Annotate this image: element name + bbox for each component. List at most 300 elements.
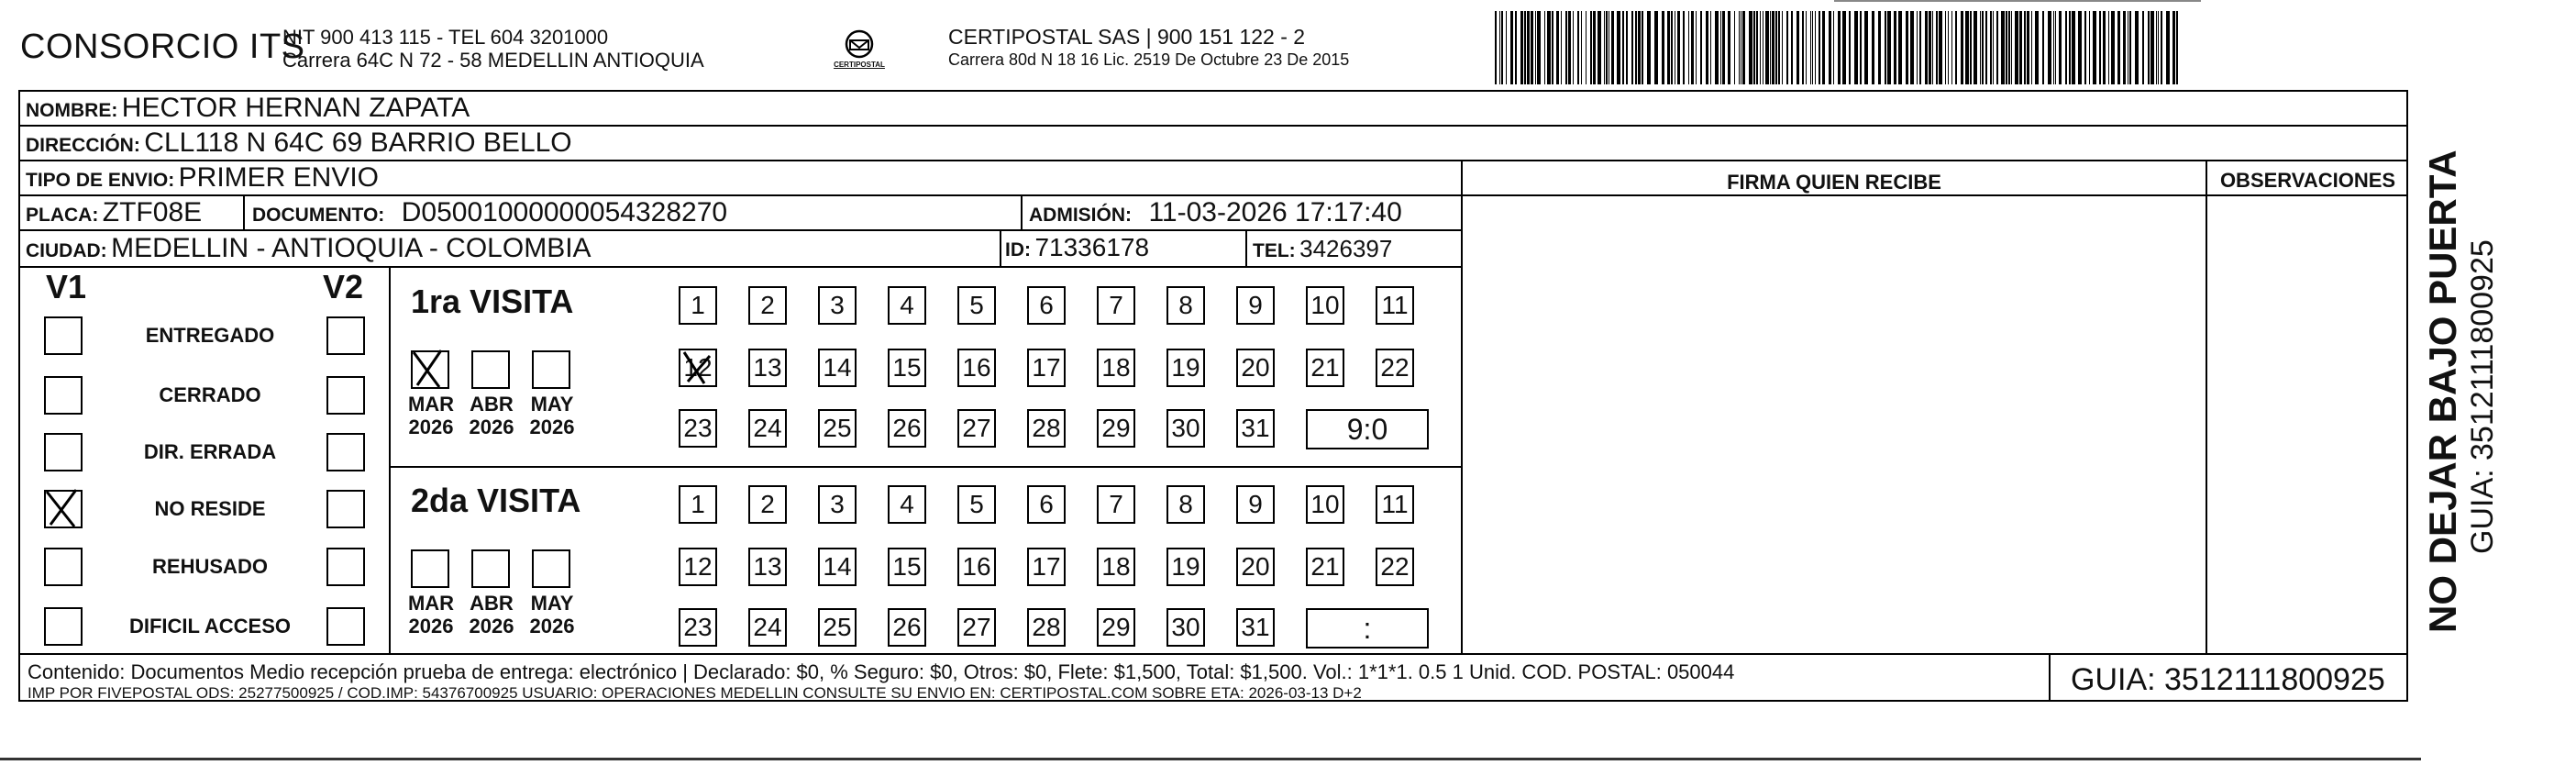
day-box-4[interactable]: 4 <box>888 485 926 524</box>
checkmark-icon <box>41 484 85 534</box>
time-box[interactable]: 9:0 <box>1306 409 1429 449</box>
visit-title: 1ra VISITA <box>411 283 574 320</box>
barcode-bar <box>1864 11 1868 84</box>
barcode-bar <box>1683 11 1685 84</box>
day-box-12[interactable]: 12 <box>679 349 717 387</box>
barcode-bar <box>1985 11 1987 84</box>
barcode-bar <box>2059 11 2062 84</box>
v2-checkbox-4[interactable] <box>326 548 365 586</box>
day-box-28[interactable]: 28 <box>1027 409 1066 448</box>
admision-value: 11-03-2026 17:17:40 <box>1148 197 1402 227</box>
barcode-bar <box>2135 11 2139 84</box>
day-box-3[interactable]: 3 <box>818 286 857 325</box>
barcode-bar <box>2176 11 2178 84</box>
month-checkbox-abr[interactable] <box>471 549 510 588</box>
day-box-2[interactable]: 2 <box>748 286 787 325</box>
day-box-7[interactable]: 7 <box>1097 286 1135 325</box>
month-checkbox-abr[interactable] <box>471 350 510 389</box>
nombre-row <box>26 93 470 124</box>
barcode-bar <box>1647 11 1651 84</box>
admision-cell <box>1029 197 1402 228</box>
barcode-bar <box>1833 11 1834 84</box>
barcode-bar <box>1945 11 1946 84</box>
day-box-20[interactable]: 20 <box>1236 548 1275 586</box>
row-divider <box>18 160 2408 161</box>
barcode-bar <box>2084 11 2086 84</box>
col-divider <box>389 266 391 653</box>
day-box-8[interactable]: 8 <box>1166 485 1205 524</box>
row-divider <box>18 125 2408 127</box>
month-label <box>404 592 459 638</box>
barcode-bar <box>1715 11 1719 84</box>
barcode-bar <box>1593 11 1596 84</box>
barcode-bar <box>2078 11 2082 84</box>
barcode-bar <box>2048 11 2051 84</box>
certipostal-name: CERTIPOSTAL SAS | 900 151 122 - 2 <box>948 25 1306 49</box>
day-box-2[interactable]: 2 <box>748 485 787 524</box>
barcode-bar <box>1765 11 1769 84</box>
ciudad-value: MEDELLIN - ANTIOQUIA - COLOMBIA <box>111 233 591 263</box>
barcode-bar <box>1929 11 1931 84</box>
barcode-bar <box>2093 11 2096 84</box>
v2-checkbox-1[interactable] <box>326 376 365 415</box>
barcode-bar <box>1849 11 1851 84</box>
barcode-bar <box>2108 11 2109 84</box>
barcode-bar <box>1638 11 1641 84</box>
day-box-6[interactable]: 6 <box>1027 485 1066 524</box>
day-box-26[interactable]: 26 <box>888 608 926 647</box>
tipo-envio-value: PRIMER ENVIO <box>178 162 380 193</box>
barcode-bar <box>1720 11 1721 84</box>
barcode-bar <box>1898 11 1902 84</box>
documento-label: DOCUMENTO: <box>252 205 385 226</box>
barcode-bar <box>2172 11 2175 84</box>
day-box-16[interactable]: 16 <box>957 548 996 586</box>
barcode-bar <box>1819 11 1820 84</box>
month-checkbox-mar[interactable] <box>411 350 449 389</box>
v2-checkbox-2[interactable] <box>326 433 365 471</box>
day-box-13[interactable]: 13 <box>748 349 787 387</box>
barcode-bar <box>1568 11 1571 84</box>
visit-divider <box>389 466 1462 468</box>
barcode-bar <box>1642 11 1643 84</box>
day-box-17[interactable]: 17 <box>1027 548 1066 586</box>
barcode-bar <box>1786 11 1788 84</box>
status-label: REHUSADO <box>152 555 268 578</box>
placa-cell <box>26 197 202 228</box>
barcode-bar <box>1501 11 1503 84</box>
barcode-bar <box>1925 11 1928 84</box>
month-year: 2026 <box>408 615 454 638</box>
barcode-bar <box>1611 11 1614 84</box>
tipo-envio-label: TIPO DE ENVIO: <box>26 170 175 191</box>
barcode-bar <box>1561 11 1562 84</box>
v2-checkbox-3[interactable] <box>326 490 365 528</box>
tel-value: 3426397 <box>1299 235 1393 262</box>
day-box-16[interactable]: 16 <box>957 349 996 387</box>
v1-checkbox-2[interactable] <box>44 433 83 471</box>
day-box-24[interactable]: 24 <box>748 409 787 448</box>
day-box-9[interactable]: 9 <box>1236 286 1275 325</box>
day-box-6[interactable]: 6 <box>1027 286 1066 325</box>
barcode-bar <box>2024 11 2026 84</box>
barcode-bar <box>1688 11 1689 84</box>
barcode-bar <box>1742 11 1745 84</box>
day-box-14[interactable]: 14 <box>818 548 857 586</box>
barcode-bar <box>1815 11 1816 84</box>
bottom-edge-line <box>0 758 2421 760</box>
col-divider <box>2206 160 2207 653</box>
barcode-bar <box>1854 11 1858 84</box>
month-checkbox-may[interactable] <box>532 350 570 389</box>
barcode-bar <box>1581 11 1582 84</box>
barcode-bar <box>1565 11 1567 84</box>
barcode-bar <box>2129 11 2131 84</box>
barcode-bar <box>1961 11 1963 84</box>
certipostal-info <box>948 26 1349 72</box>
day-box-5[interactable]: 5 <box>957 286 996 325</box>
month-label <box>464 393 519 438</box>
barcode-bar <box>1802 11 1804 84</box>
day-box-28[interactable]: 28 <box>1027 608 1066 647</box>
day-box-1[interactable]: 1 <box>679 485 717 524</box>
direccion-value: CLL118 N 64C 69 BARRIO BELLO <box>144 128 572 158</box>
col-divider <box>1000 229 1001 266</box>
month-name: ABR <box>470 393 514 416</box>
v2-label: V2 <box>323 268 364 305</box>
day-box-14[interactable]: 14 <box>818 349 857 387</box>
tel-cell <box>1253 235 1392 263</box>
barcode-bar <box>1932 11 1933 84</box>
nombre-value: HECTOR HERNAN ZAPATA <box>121 93 470 123</box>
day-box-19[interactable]: 19 <box>1166 548 1205 586</box>
barcode-bar <box>2035 11 2039 84</box>
barcode-bar <box>2142 11 2144 84</box>
barcode-bar <box>1510 11 1513 84</box>
logo-text: CERTIPOSTAL <box>834 61 885 69</box>
day-box-25[interactable]: 25 <box>818 608 857 647</box>
id-value: 71336178 <box>1034 233 1150 261</box>
barcode-bar <box>1722 11 1725 84</box>
barcode-bar <box>2072 11 2075 84</box>
col-divider <box>243 194 245 229</box>
placa-label: PLACA: <box>26 205 99 226</box>
barcode-bar <box>2089 11 2090 84</box>
day-box-15[interactable]: 15 <box>888 548 926 586</box>
day-box-25[interactable]: 25 <box>818 409 857 448</box>
barcode-bar <box>1622 11 1624 84</box>
barcode-bar <box>2015 11 2018 84</box>
barcode-bar <box>2065 11 2067 84</box>
placa-value: ZTF08E <box>102 197 203 227</box>
barcode-bar <box>2055 11 2056 84</box>
barcode-bar <box>1626 11 1628 84</box>
day-box-31[interactable]: 31 <box>1236 409 1275 448</box>
status-label: NO RESIDE <box>154 497 266 520</box>
barcode-bar <box>1631 11 1633 84</box>
day-box-31[interactable]: 31 <box>1236 608 1275 647</box>
barcode-bar <box>1951 11 1952 84</box>
time-box[interactable]: : <box>1306 608 1429 649</box>
day-box-29[interactable]: 29 <box>1097 409 1135 448</box>
barcode-bar <box>1778 11 1780 84</box>
barcode-bar <box>1990 11 1992 84</box>
barcode-bar <box>1948 11 1949 84</box>
checkmark-icon <box>408 345 450 394</box>
footer-content: Contenido: Documentos Medio recepción prueba de entrega: electrónico | Declarado: $0, % Seguro: $0, Otros: $0, Flete: $1,500, Total: $1,500. Vol.: 1*1*1. 0.5 1 Unid. COD. POSTAL: 050044 <box>28 660 1735 683</box>
barcode-bar <box>1535 11 1536 84</box>
day-box-10[interactable]: 10 <box>1306 286 1344 325</box>
checkmark-icon <box>677 347 719 389</box>
day-box-18[interactable]: 18 <box>1097 548 1135 586</box>
barcode-bar <box>1506 11 1507 84</box>
barcode-bar <box>1838 11 1841 84</box>
barcode-bar <box>1499 11 1500 84</box>
tel-label: TEL: <box>1253 240 1296 261</box>
day-box-12[interactable]: 12 <box>679 548 717 586</box>
v2-checkbox-5[interactable] <box>326 607 365 646</box>
visit-title: 2da VISITA <box>411 482 581 519</box>
day-box-1[interactable]: 1 <box>679 286 717 325</box>
v1-checkbox-1[interactable] <box>44 376 83 415</box>
barcode-bar <box>1696 11 1697 84</box>
month-name: MAR <box>407 393 455 416</box>
v2-checkbox-0[interactable] <box>326 316 365 355</box>
barcode-bar <box>1604 11 1605 84</box>
month-name: MAR <box>407 592 455 615</box>
barcode-bar <box>1734 11 1735 84</box>
day-box-19[interactable]: 19 <box>1166 349 1205 387</box>
day-box-27[interactable]: 27 <box>957 409 996 448</box>
barcode-bar <box>1749 11 1752 84</box>
month-label <box>404 393 459 438</box>
day-box-13[interactable]: 13 <box>748 548 787 586</box>
barcode-bar <box>1939 11 1942 84</box>
admision-label: ADMISIÓN: <box>1029 205 1132 226</box>
status-label: DIR. ERRADA <box>143 440 277 463</box>
month-year: 2026 <box>469 615 514 638</box>
day-box-15[interactable]: 15 <box>888 349 926 387</box>
barcode-bar <box>1894 11 1896 84</box>
day-box-26[interactable]: 26 <box>888 409 926 448</box>
col-divider <box>1245 229 1247 266</box>
day-box-24[interactable]: 24 <box>748 608 787 647</box>
day-box-20[interactable]: 20 <box>1236 349 1275 387</box>
barcode-bar <box>1917 11 1918 84</box>
barcode-bar <box>1936 11 1938 84</box>
barcode-bar <box>1872 11 1874 84</box>
barcode-bar <box>2069 11 2071 84</box>
day-box-29[interactable]: 29 <box>1097 608 1135 647</box>
documento-cell <box>252 197 727 228</box>
day-box-30[interactable]: 30 <box>1166 608 1205 647</box>
barcode-bar <box>2161 11 2162 84</box>
barcode-bar <box>1606 11 1608 84</box>
month-name: MAY <box>530 592 574 615</box>
barcode-bar <box>1860 11 1862 84</box>
barcode-bar <box>1770 11 1771 84</box>
status-label: DIFICIL ACCESO <box>128 615 291 638</box>
barcode-bar <box>2031 11 2032 84</box>
day-box-23[interactable]: 23 <box>679 608 717 647</box>
barcode-bar <box>1760 11 1761 84</box>
barcode-bar <box>2099 11 2101 84</box>
side-guia: GUIA: 3512111800925 <box>2465 239 2500 554</box>
nombre-label: NOMBRE: <box>26 100 118 121</box>
barcode-bar <box>1885 11 1886 84</box>
day-box-5[interactable]: 5 <box>957 485 996 524</box>
barcode <box>1495 11 2183 84</box>
company-info <box>282 26 704 72</box>
day-box-27[interactable]: 27 <box>957 608 996 647</box>
barcode-bar <box>2053 11 2054 84</box>
barcode-bar <box>2123 11 2126 84</box>
firma-label: FIRMA QUIEN RECIBE <box>1727 171 1941 194</box>
firma-header-divider <box>1463 194 2408 196</box>
barcode-bar <box>1573 11 1574 84</box>
barcode-bar <box>1970 11 1972 84</box>
day-box-4[interactable]: 4 <box>888 286 926 325</box>
barcode-bar <box>1993 11 1994 84</box>
certipostal-logo <box>823 29 896 80</box>
certipostal-address: Carrera 80d N 18 16 Lic. 2519 De Octubre 23 De 2015 <box>948 50 1350 69</box>
observaciones-label: OBSERVACIONES <box>2219 169 2396 192</box>
day-box-21[interactable]: 21 <box>1306 349 1344 387</box>
direccion-row <box>26 128 572 159</box>
barcode-bar <box>1691 11 1694 84</box>
day-box-7[interactable]: 7 <box>1097 485 1135 524</box>
barcode-bar <box>1635 11 1637 84</box>
barcode-bar <box>1739 11 1740 84</box>
barcode-bar <box>2150 11 2154 84</box>
barcode-bar <box>2103 11 2106 84</box>
month-name: ABR <box>470 592 514 615</box>
barcode-bar <box>1706 11 1708 84</box>
tipo-envio-row <box>26 162 379 194</box>
barcode-bar <box>1531 11 1533 84</box>
barcode-bar <box>2019 11 2022 84</box>
barcode-bar <box>2158 11 2159 84</box>
v1-checkbox-3[interactable] <box>44 490 83 528</box>
barcode-bar <box>1586 11 1587 84</box>
barcode-bar <box>1753 11 1755 84</box>
month-name: MAY <box>530 393 574 416</box>
day-box-10[interactable]: 10 <box>1306 485 1344 524</box>
id-label: ID: <box>1005 239 1031 261</box>
barcode-bar <box>1577 11 1579 84</box>
barcode-bar <box>1910 11 1914 84</box>
barcode-bar <box>1775 11 1777 84</box>
barcode-bar <box>1527 11 1530 84</box>
v1-checkbox-4[interactable] <box>44 548 83 586</box>
company-name: CONSORCIO ITS <box>20 28 305 66</box>
barcode-bar <box>1812 11 1813 84</box>
barcode-bar <box>1515 11 1517 84</box>
barcode-bar <box>2011 11 2012 84</box>
day-box-9[interactable]: 9 <box>1236 485 1275 524</box>
day-box-22[interactable]: 22 <box>1376 548 1414 586</box>
barcode-bar <box>2166 11 2170 84</box>
barcode-bar <box>2006 11 2007 84</box>
day-box-8[interactable]: 8 <box>1166 286 1205 325</box>
barcode-bar <box>1520 11 1523 84</box>
barcode-bar <box>1598 11 1601 84</box>
row-divider <box>18 194 1463 196</box>
row-divider <box>18 266 1463 268</box>
month-checkbox-may[interactable] <box>532 549 570 588</box>
ciudad-label: CIUDAD: <box>26 240 107 261</box>
barcode-bar <box>1654 11 1658 84</box>
barcode-bar <box>2148 11 2150 84</box>
barcode-bar <box>2156 11 2157 84</box>
footer-imp: IMP POR FIVEPOSTAL ODS: 25277500925 / COD.IMP: 54376700925 USUARIO: OPERACIONES MEDELLIN CONSULTE SU ENVIO EN: CERTIPOSTAL.COM SOBRE ETA: 2026-03-13 D+2 <box>28 684 1362 702</box>
barcode-bar <box>1524 11 1526 84</box>
month-year: 2026 <box>529 615 575 638</box>
barcode-bar <box>2001 11 2005 84</box>
guia-footer: GUIA: 3512111800925 <box>2071 662 2385 697</box>
month-checkbox-mar[interactable] <box>411 549 449 588</box>
barcode-bar <box>1878 11 1881 84</box>
company-nit: NIT 900 413 115 - TEL 604 3201000 <box>282 26 609 49</box>
no-dejar-bajo-puerta: NO DEJAR BAJO PUERTA <box>2421 150 2464 633</box>
barcode-bar <box>1667 11 1670 84</box>
top-edge-line <box>1834 0 2201 2</box>
barcode-bar <box>1671 11 1673 84</box>
day-box-3[interactable]: 3 <box>818 485 857 524</box>
day-box-11[interactable]: 11 <box>1376 286 1414 325</box>
barcode-bar <box>1782 11 1783 84</box>
barcode-bar <box>1982 11 1984 84</box>
day-box-11[interactable]: 11 <box>1376 485 1414 524</box>
v1-checkbox-0[interactable] <box>44 316 83 355</box>
v1-label: V1 <box>46 268 87 305</box>
barcode-bar <box>1537 11 1541 84</box>
barcode-bar <box>2008 11 2010 84</box>
barcode-bar <box>1756 11 1758 84</box>
barcode-bar <box>1965 11 1969 84</box>
envelope-seal-icon <box>823 29 896 80</box>
v1-checkbox-5[interactable] <box>44 607 83 646</box>
day-box-17[interactable]: 17 <box>1027 349 1066 387</box>
day-box-21[interactable]: 21 <box>1306 548 1344 586</box>
barcode-bar <box>1806 11 1807 84</box>
day-box-18[interactable]: 18 <box>1097 349 1135 387</box>
barcode-bar <box>1710 11 1711 84</box>
month-year: 2026 <box>469 416 514 438</box>
barcode-bar <box>1973 11 1977 84</box>
barcode-bar <box>1772 11 1774 84</box>
status-label: ENTREGADO <box>145 324 275 347</box>
barcode-bar <box>1810 11 1811 84</box>
day-box-30[interactable]: 30 <box>1166 409 1205 448</box>
id-cell <box>1005 233 1149 262</box>
month-label <box>464 592 519 638</box>
barcode-bar <box>1495 11 1497 84</box>
barcode-bar <box>1590 11 1592 84</box>
direccion-label: DIRECCIÓN: <box>26 135 140 156</box>
barcode-bar <box>1556 11 1559 84</box>
day-box-22[interactable]: 22 <box>1376 349 1414 387</box>
barcode-bar <box>1791 11 1793 84</box>
barcode-bar <box>1677 11 1680 84</box>
col-divider <box>1021 194 1023 229</box>
company-address: Carrera 64C N 72 - 58 MEDELLIN ANTIOQUIA <box>282 49 704 72</box>
documento-value: D05001000000054328270 <box>401 197 728 227</box>
barcode-bar <box>1728 11 1730 84</box>
day-box-23[interactable]: 23 <box>679 409 717 448</box>
barcode-bar <box>2117 11 2120 84</box>
barcode-bar <box>1700 11 1702 84</box>
